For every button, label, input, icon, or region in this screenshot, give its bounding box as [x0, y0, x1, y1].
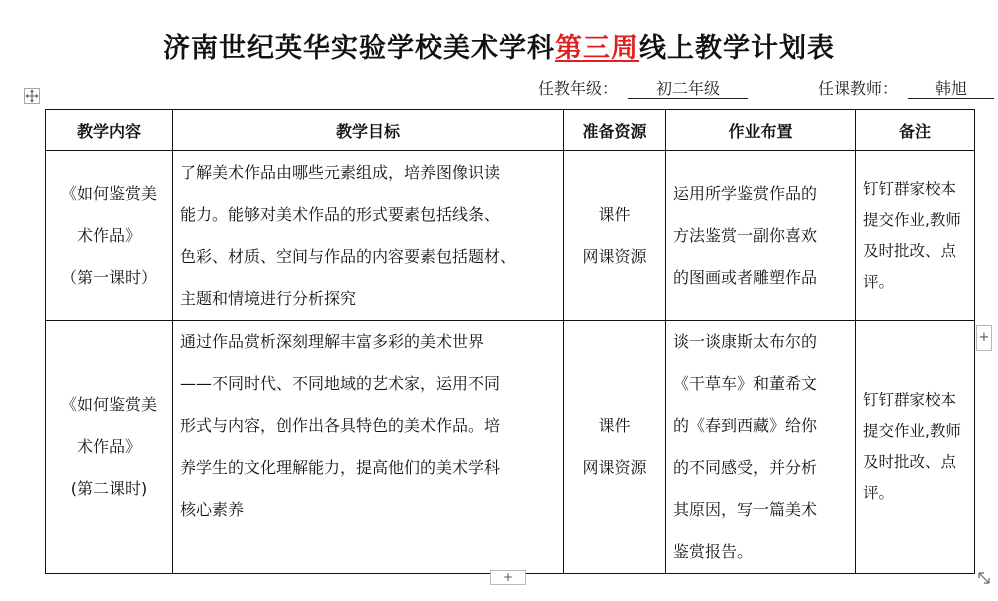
objective-line: 色彩、材质、空间与作品的内容要素包括题材、 — [180, 247, 517, 266]
homework-line: 谈一谈康斯太布尔的 — [673, 332, 818, 351]
grade-label: 任教年级： — [538, 79, 619, 98]
note-line: 评。 — [863, 272, 895, 291]
content-line: 术作品》 — [76, 437, 141, 456]
homework-line: 方法鉴赏一副你喜欢 — [673, 225, 818, 245]
note-line: 及时批改、点 — [863, 453, 957, 471]
resource-line: 课件 — [598, 416, 631, 435]
objective-line: 养学生的文化理解能力，提高他们的美术学科 — [180, 458, 501, 477]
objectives-cell[interactable] — [173, 321, 564, 574]
table-resize-icon[interactable] — [976, 570, 992, 586]
objectives-cell[interactable] — [173, 151, 564, 321]
objective-line: 通过作品赏析深刻理解丰富多彩的美术世界 — [180, 332, 485, 351]
lesson-plan-table — [45, 109, 975, 574]
homework-line: 其原因，写一篇美术 — [673, 500, 818, 519]
homework-cell[interactable] — [666, 151, 856, 321]
resource-line: 网课资源 — [582, 246, 647, 266]
content-cell[interactable] — [46, 321, 173, 574]
table-row — [46, 321, 975, 574]
objective-line: 形式与内容，创作出各具特色的美术作品。培 — [180, 416, 501, 435]
add-row-plus-icon[interactable]: + — [976, 325, 992, 351]
header-row — [46, 110, 975, 151]
teacher-label: 任课教师： — [818, 79, 899, 98]
objective-line: 核心素养 — [180, 500, 245, 519]
header-content[interactable]: 教学内容 — [46, 110, 173, 151]
table-row — [46, 151, 975, 321]
title-part-2: 线上教学计划表 — [639, 33, 835, 64]
note-line: 钉钉群家校本 — [863, 179, 957, 198]
grade-value[interactable]: 初二年级 — [628, 76, 748, 99]
title-week-highlight: 第三周 — [555, 33, 639, 64]
content-cell[interactable] — [46, 151, 173, 321]
header-homework[interactable]: 作业布置 — [666, 110, 856, 151]
resources-cell[interactable] — [564, 321, 666, 574]
objective-line: 了解美术作品由哪些元素组成，培养图像识读 — [180, 163, 501, 182]
note-line: 提交作业,教师 — [863, 422, 961, 440]
resource-line: 网课资源 — [582, 458, 647, 477]
header-resources[interactable]: 准备资源 — [564, 110, 666, 151]
objective-line: 主题和情境进行分析探究 — [180, 289, 357, 308]
header-objectives[interactable]: 教学目标 — [173, 110, 564, 151]
objective-line: 能力。能够对美术作品的形式要素包括线条、 — [180, 205, 501, 224]
add-column-plus-icon[interactable]: + — [490, 570, 526, 585]
content-line: （第一课时） — [60, 267, 157, 287]
title-part-1: 济南世纪英华实验学校美术学科 — [163, 33, 555, 64]
content-line: 《如何鉴赏美 — [60, 395, 157, 414]
homework-cell[interactable] — [666, 321, 856, 574]
note-line: 评。 — [863, 484, 895, 502]
note-line: 提交作业,教师 — [863, 210, 961, 229]
homework-line: 的图画或者雕塑作品 — [673, 267, 818, 287]
homework-line: 的《春到西藏》给你 — [673, 416, 818, 435]
content-line: 《如何鉴赏美 — [60, 183, 157, 203]
homework-line: 《干草车》和董希文 — [673, 374, 818, 393]
content-line: 术作品》 — [76, 225, 141, 245]
resources-cell[interactable] — [564, 151, 666, 321]
note-line: 钉钉群家校本 — [863, 391, 957, 409]
notes-cell[interactable] — [856, 151, 975, 321]
objective-line: ——不同时代、不同地域的艺术家，运用不同 — [180, 374, 501, 393]
header-notes[interactable]: 备注 — [856, 110, 975, 151]
content-line: (第二课时) — [70, 479, 148, 498]
notes-cell[interactable] — [856, 321, 975, 574]
teacher-value[interactable]: 韩旭 — [908, 76, 994, 99]
table-move-handle-icon[interactable] — [24, 88, 40, 104]
homework-line: 鉴赏报告。 — [673, 542, 754, 561]
homework-line: 的不同感受，并分析 — [673, 458, 818, 477]
document-title — [0, 26, 998, 65]
resource-line: 课件 — [598, 204, 631, 224]
note-line: 及时批改、点 — [863, 241, 957, 260]
homework-line: 运用所学鉴赏作品的 — [673, 183, 818, 203]
